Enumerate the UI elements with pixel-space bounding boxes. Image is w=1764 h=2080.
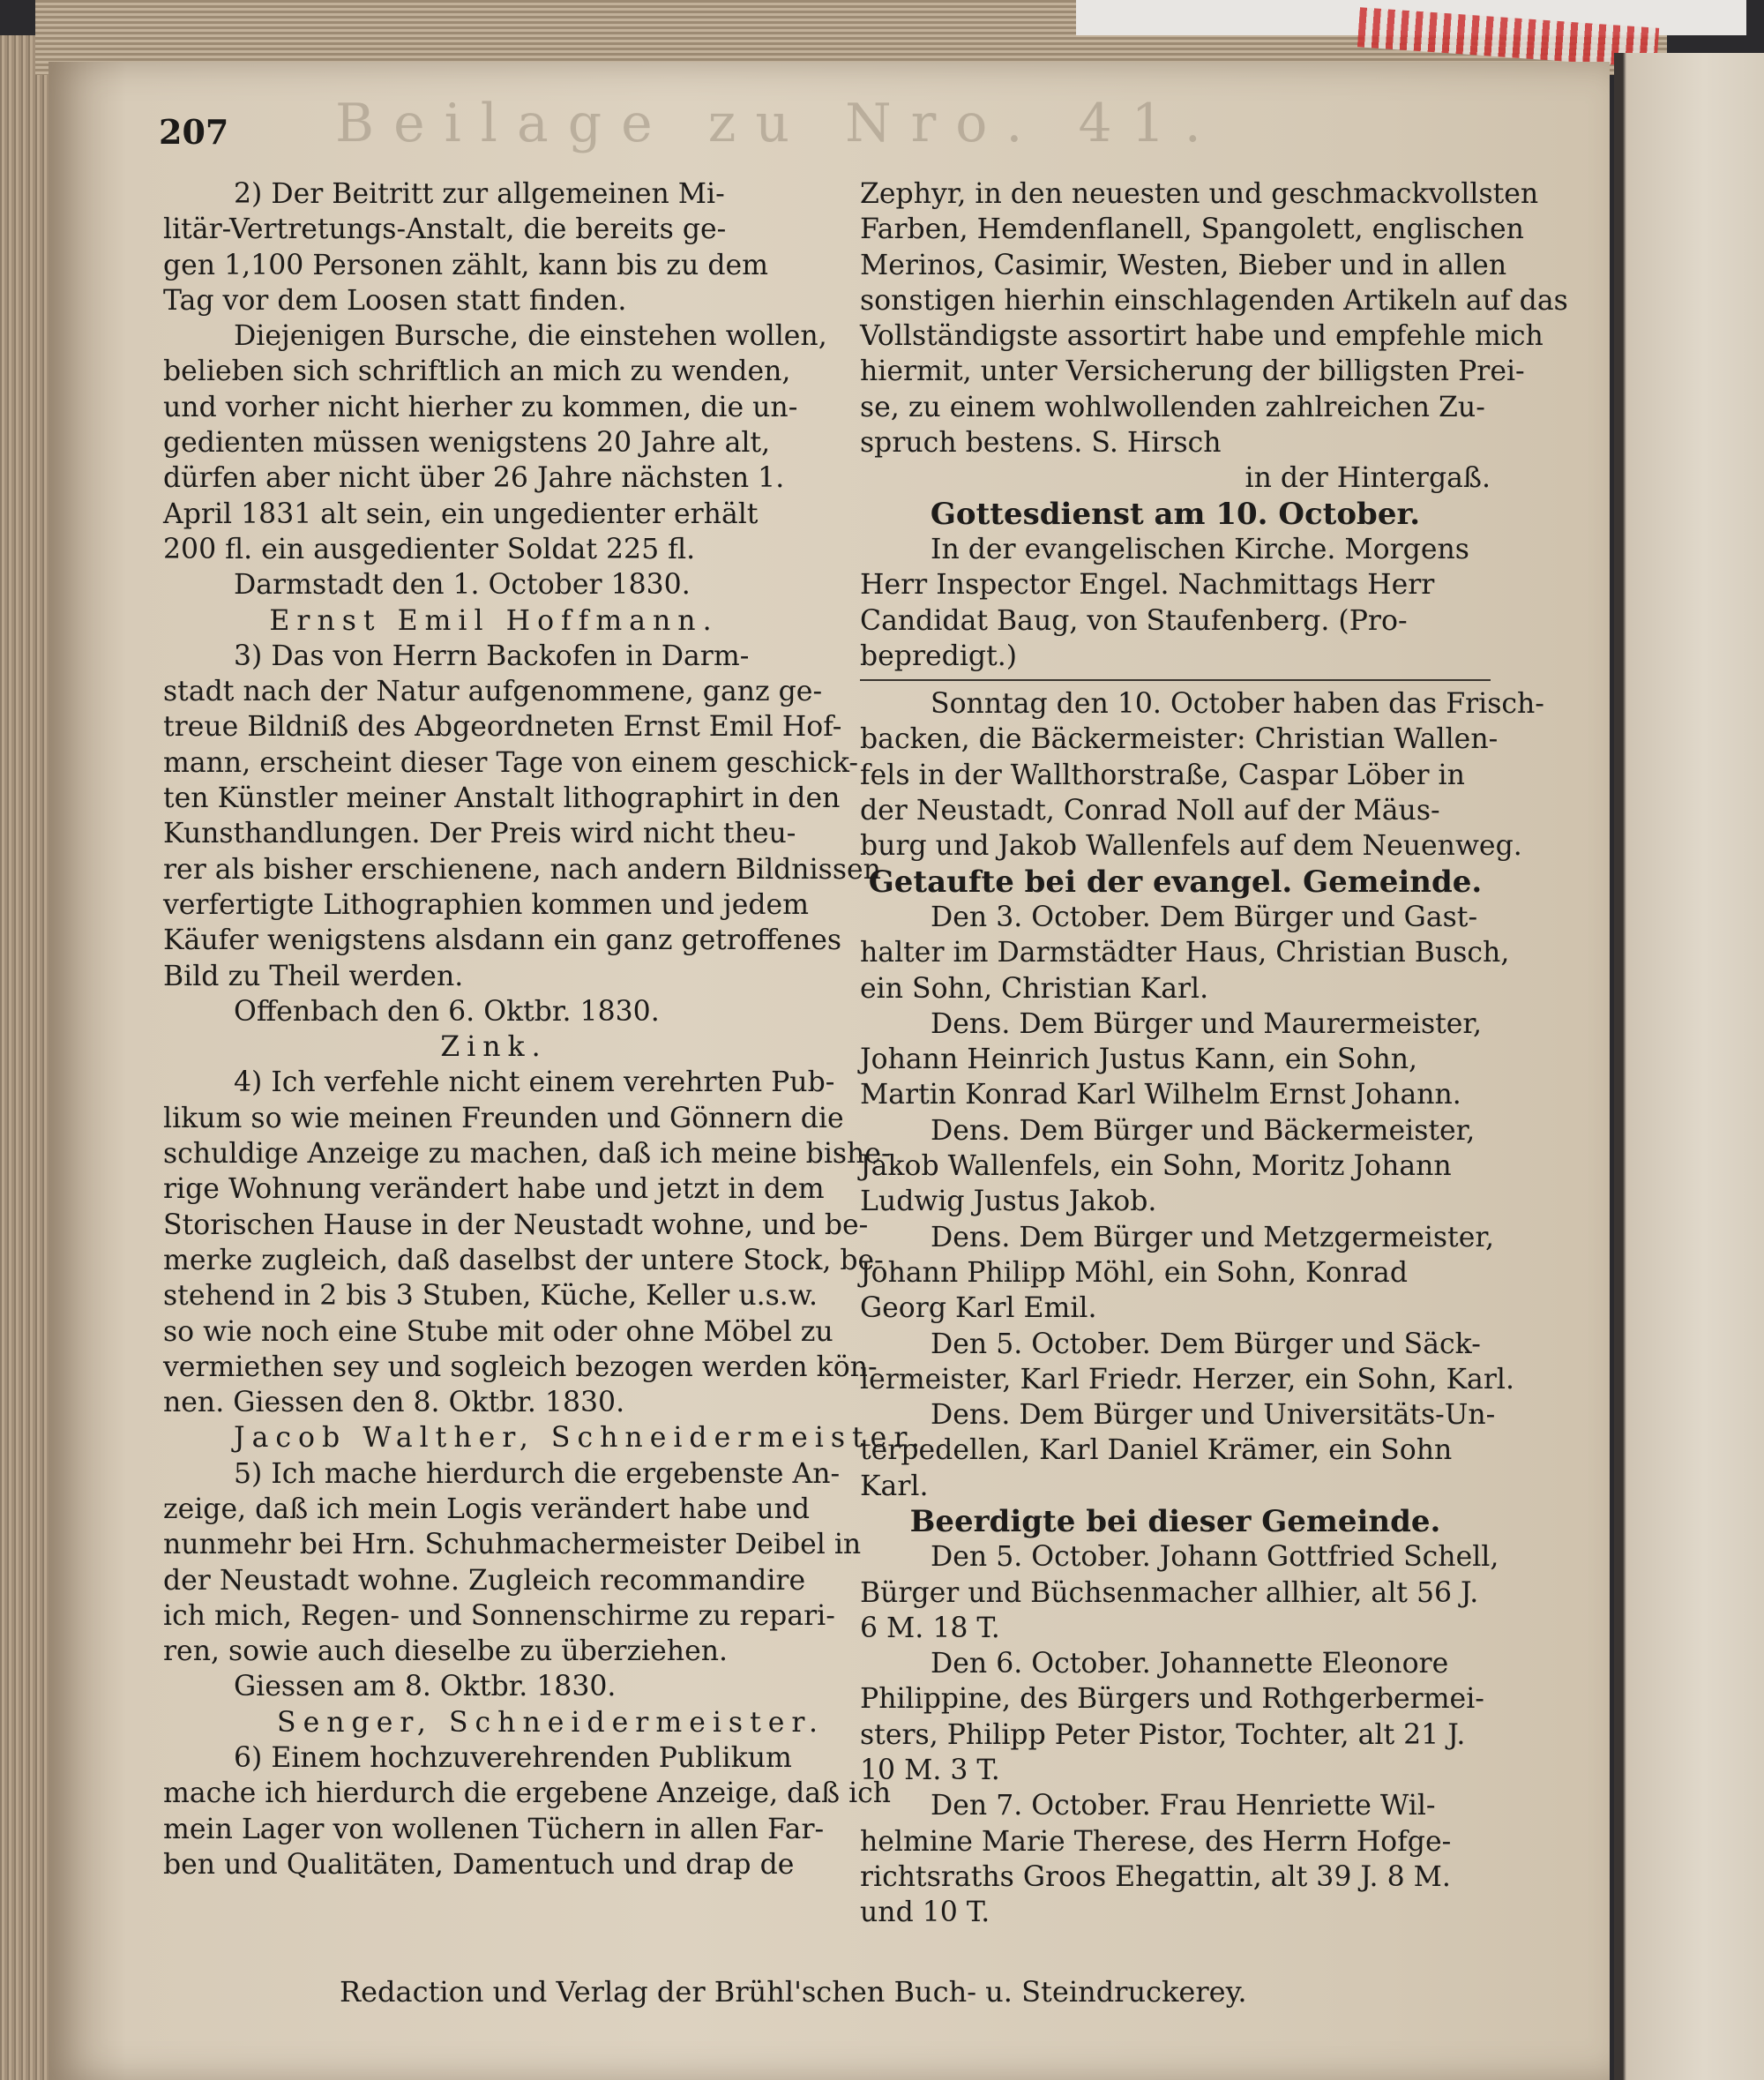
text-line: Käufer wenigstens alsdann ein ganz getroffenes xyxy=(163,924,842,957)
text-line: Philippine, des Bürgers und Rothgerbermei- xyxy=(860,1683,1484,1716)
text-line: 6 M. 18 T. xyxy=(860,1612,1000,1644)
text-line: in der Hintergaß. xyxy=(1245,462,1491,495)
text-line: Jacob Walther, Schneidermeister. xyxy=(234,1422,927,1455)
text-line: mann, erscheint dieser Tage von einem geschick- xyxy=(163,746,859,779)
text-line: burg und Jakob Wallenfels auf dem Neuenweg. xyxy=(860,830,1522,863)
text-line: merke zugleich, daß daselbst der untere Stock, be- xyxy=(163,1244,884,1276)
text-line: Candidat Baug, von Staufenberg. (Pro- xyxy=(860,604,1408,637)
text-line: und 10 T. xyxy=(860,1897,990,1929)
text-line: Dens. Dem Bürger und Universitäts-Un- xyxy=(931,1399,1496,1432)
text-line: Bürger und Büchsenmacher allhier, alt 56 J. xyxy=(860,1576,1479,1609)
text-line: 4) Ich verfehle nicht einem verehrten Pub- xyxy=(234,1066,835,1099)
text-line: Beerdigte bei dieser Gemeinde. xyxy=(909,1503,1441,1539)
text-line: Martin Konrad Karl Wilhelm Ernst Johann. xyxy=(860,1079,1461,1111)
text-line: nunmehr bei Hrn. Schuhmachermeister Deibel in xyxy=(163,1529,862,1561)
right-column xyxy=(860,176,1568,1931)
text-line: Storischen Hause in der Neustadt wohne, und be- xyxy=(163,1208,869,1241)
text-line: halter im Darmstädter Haus, Christian Busch, xyxy=(860,937,1510,969)
text-line: und vorher nicht hierher zu kommen, die un- xyxy=(163,391,798,423)
text-line: vermiethen sey und sogleich bezogen werden kön- xyxy=(163,1351,878,1383)
text-line: Tag vor dem Loosen statt finden. xyxy=(163,284,627,317)
text-line: Den 7. October. Frau Henriette Wil- xyxy=(931,1790,1436,1822)
text-line: backen, die Bäckermeister: Christian Wallen- xyxy=(860,723,1499,756)
text-line: Zephyr, in den neuesten und geschmackvollsten xyxy=(860,178,1539,210)
text-line: likum so wie meinen Freunden und Gönnern die xyxy=(163,1102,844,1134)
text-line: Vollständigste assortirt habe und empfehle mich xyxy=(860,320,1544,353)
text-line: bepredigt.) xyxy=(860,640,1018,672)
text-line: Herr Inspector Engel. Nachmittags Herr xyxy=(860,569,1435,602)
text-line: rer als bisher erschienene, nach andern Bildnissen xyxy=(163,853,881,886)
page-header: Beilage zu Nro. 41. xyxy=(335,93,1221,154)
text-line: dürfen aber nicht über 26 Jahre nächsten 1. xyxy=(163,462,785,495)
text-line: der Neustadt, Conrad Noll auf der Mäus- xyxy=(860,795,1440,827)
text-line: Georg Karl Emil. xyxy=(860,1292,1097,1325)
text-line: mache ich hierdurch die ergebene Anzeige, daß ich xyxy=(163,1777,892,1810)
text-line: Farben, Hemdenflanell, Spangolett, englischen xyxy=(860,213,1524,246)
text-line: Den 6. October. Johannette Eleonore xyxy=(931,1648,1449,1680)
text-line: Dens. Dem Bürger und Bäckermeister, xyxy=(931,1114,1476,1147)
text-line: Jakob Wallenfels, ein Sohn, Moritz Johann xyxy=(860,1150,1452,1183)
text-line: Senger, Schneidermeister. xyxy=(277,1706,825,1739)
text-line: spruch bestens. S. Hirsch xyxy=(860,427,1222,460)
text-line: Den 5. October. Johann Gottfried Schell, xyxy=(931,1541,1499,1574)
text-line: helmine Marie Therese, des Herrn Hofge- xyxy=(860,1825,1452,1858)
text-line: 5) Ich mache hierdurch die ergebenste An- xyxy=(234,1457,841,1490)
text-line: Sonntag den 10. October haben das Frisch- xyxy=(931,688,1544,721)
text-line: belieben sich schriftlich an mich zu wenden, xyxy=(163,355,791,388)
text-line: fels in der Wallthorstraße, Caspar Löber in xyxy=(860,759,1465,791)
page-number: 207 xyxy=(159,112,229,152)
text-line: gedienten müssen wenigstens 20 Jahre alt, xyxy=(163,427,771,460)
text-line: 10 M. 3 T. xyxy=(860,1755,1000,1787)
text-line: stadt nach der Natur aufgenommene, ganz ge- xyxy=(163,676,823,708)
text-line: Ernst Emil Hoffmann. xyxy=(269,604,719,637)
text-line: Dens. Dem Bürger und Metzgermeister, xyxy=(931,1221,1494,1253)
text-line: richtsraths Groos Ehegattin, alt 39 J. 8 M. xyxy=(860,1860,1451,1893)
text-line: Diejenigen Bursche, die einstehen wollen, xyxy=(234,320,827,353)
text-line: Karl. xyxy=(860,1470,929,1502)
text-line: Gottesdienst am 10. October. xyxy=(930,496,1421,532)
text-line: sonstigen hierhin einschlagenden Artikeln auf das xyxy=(860,284,1568,317)
text-line: Giessen am 8. Oktbr. 1830. xyxy=(234,1671,617,1703)
text-line: der Neustadt wohne. Zugleich recommandire xyxy=(163,1564,806,1597)
text-line: Zink. xyxy=(440,1031,548,1064)
text-line: lermeister, Karl Friedr. Herzer, ein Sohn, Karl. xyxy=(860,1363,1514,1395)
text-line xyxy=(860,679,1491,681)
text-line: se, zu einem wohlwollenden zahlreichen Zu- xyxy=(860,391,1485,423)
text-line: Offenbach den 6. Oktbr. 1830. xyxy=(234,995,660,1028)
text-line: 3) Das von Herrn Backofen in Darm- xyxy=(234,640,750,672)
text-line: schuldige Anzeige zu machen, daß ich meine bishe- xyxy=(163,1138,891,1171)
text-line: sters, Philipp Peter Pistor, Tochter, alt 21 J. xyxy=(860,1718,1466,1751)
text-line: ich mich, Regen- und Sonnenschirme zu repari- xyxy=(163,1599,835,1632)
text-line: Bild zu Theil werden. xyxy=(163,960,464,992)
publisher-footer: Redaction und Verlag der Brühl'schen Buch- u. Steindruckerey. xyxy=(340,1975,1247,2009)
text-line: Johann Philipp Möhl, ein Sohn, Konrad xyxy=(860,1256,1409,1289)
text-line: ten Künstler meiner Anstalt lithographirt in den xyxy=(163,782,841,815)
text-line: treue Bildniß des Abgeordneten Ernst Emil Hof- xyxy=(163,711,842,744)
text-line: litär-Vertretungs-Anstalt, die bereits ge- xyxy=(163,213,727,246)
text-line: 2) Der Beitritt zur allgemeinen Mi- xyxy=(234,178,725,210)
text-line: verfertigte Lithographien kommen und jedem xyxy=(163,888,810,921)
text-line: rige Wohnung verändert habe und jetzt in dem xyxy=(163,1173,825,1206)
text-line: stehend in 2 bis 3 Stuben, Küche, Keller u.s.w. xyxy=(163,1280,818,1313)
text-line: Den 5. October. Dem Bürger und Säck- xyxy=(931,1328,1481,1360)
text-line: April 1831 alt sein, ein ungedienter erhält xyxy=(163,498,759,530)
text-line: Merinos, Casimir, Westen, Bieber und in allen xyxy=(860,249,1507,281)
text-line: Kunsthandlungen. Der Preis wird nicht theu- xyxy=(163,818,796,850)
text-line: hiermit, unter Versicherung der billigsten Prei- xyxy=(860,355,1525,388)
text-line: zeige, daß ich mein Logis verändert habe und xyxy=(163,1493,811,1525)
book-page-edges-left xyxy=(0,35,53,2080)
text-line: ren, sowie auch dieselbe zu überziehen. xyxy=(163,1635,729,1668)
text-line: mein Lager von wollenen Tüchern in allen Far- xyxy=(163,1813,825,1845)
text-line: Ludwig Justus Jakob. xyxy=(860,1186,1157,1218)
text-line: 6) Einem hochzuverehrenden Publikum xyxy=(234,1742,792,1775)
facing-page xyxy=(1614,53,1764,2080)
text-line: Dens. Dem Bürger und Maurermeister, xyxy=(931,1007,1483,1040)
text-line: terpedellen, Karl Daniel Krämer, ein Sohn xyxy=(860,1434,1453,1467)
text-line: In der evangelischen Kirche. Morgens xyxy=(931,533,1469,565)
text-line: Johann Heinrich Justus Kann, ein Sohn, xyxy=(860,1044,1418,1076)
text-line: nen. Giessen den 8. Oktbr. 1830. xyxy=(163,1387,625,1419)
text-line: so wie noch eine Stube mit oder ohne Möbel zu xyxy=(163,1315,833,1348)
text-line: 200 fl. ein ausgedienter Soldat 225 fl. xyxy=(163,533,696,565)
text-line: ben und Qualitäten, Damentuch und drap de xyxy=(163,1848,795,1881)
text-line: Darmstadt den 1. October 1830. xyxy=(234,569,691,602)
text-line: gen 1,100 Personen zählt, kann bis zu dem xyxy=(163,249,769,281)
text-line: Getaufte bei der evangel. Gemeinde. xyxy=(868,864,1483,900)
text-line: Den 3. October. Dem Bürger und Gast- xyxy=(931,901,1478,933)
text-line: ein Sohn, Christian Karl. xyxy=(860,972,1209,1005)
